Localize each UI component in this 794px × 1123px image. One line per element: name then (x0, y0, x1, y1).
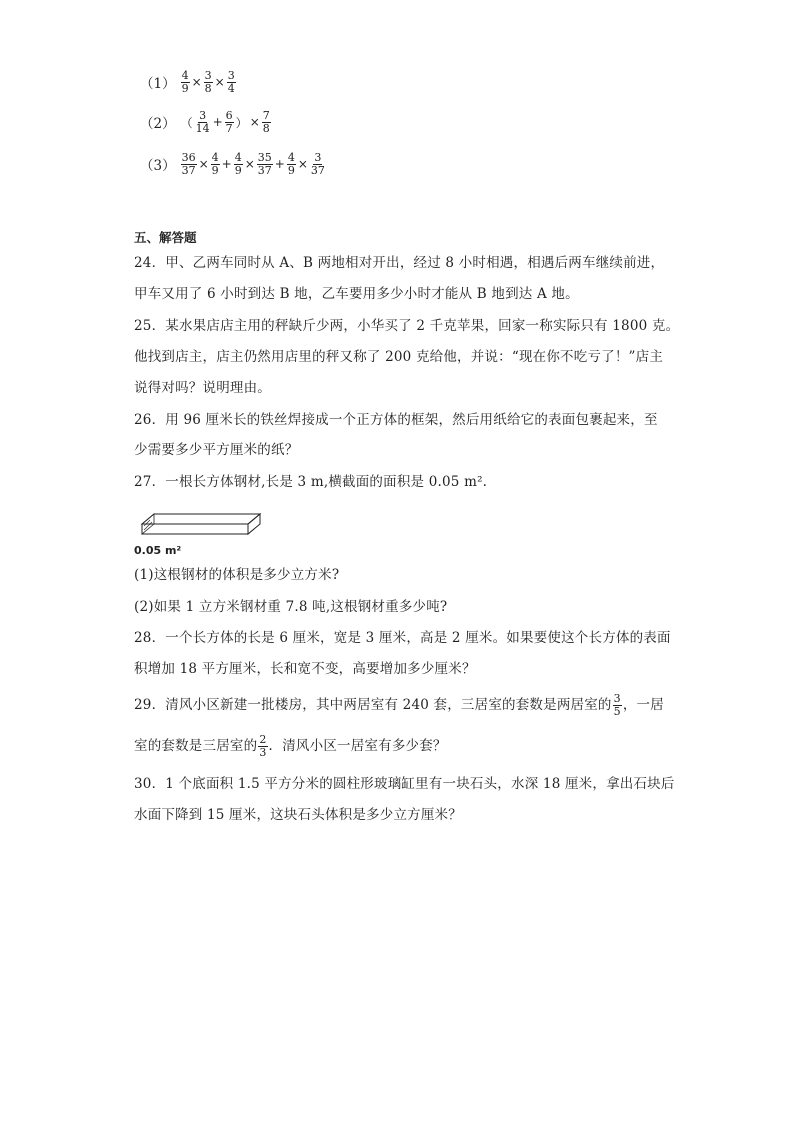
question-29-text-d: ．清风小区一居室有多少套？ (268, 738, 447, 754)
question-25-line-1: 25．某水果店店主用的秤缺斤少两，小华买了 2 千克苹果，回家一称实际只有 1800 克。 (134, 318, 680, 334)
question-27-sub-2: (2)如果 1 立方米钢材重 7.8 吨,这根钢材重多少吨? (134, 599, 448, 615)
fraction: $\frac{3}{4}$ (227, 68, 235, 95)
operator: × (297, 157, 308, 171)
fraction: $\frac{4}{9}$ (181, 68, 189, 95)
operator: + (212, 115, 223, 129)
question-27-line-1: 27．一根长方体钢材,长是 3 m,横截面的面积是 0.05 m². (134, 474, 488, 490)
fraction: $\frac{3}{37}$ (310, 150, 325, 177)
operator: + (221, 157, 232, 171)
section-title: 五、解答题 (134, 230, 197, 245)
operator: × (244, 157, 255, 171)
question-27-sub-1: (1)这根钢材的体积是多少立方米? (134, 567, 340, 583)
paren-right: ） (235, 115, 248, 130)
operator: × (249, 115, 260, 129)
question-28-line-1: 28．一个长方体的长是 6 厘米，宽是 3 厘米，高是 2 厘米。如果要使这个长方体的表面 (134, 630, 671, 646)
question-30-line-1: 30．1 个底面积 1.5 平方分米的圆柱形玻璃缸里有一块石头，水深 18 厘米，拿出石块后 (134, 776, 675, 792)
operator: × (214, 75, 225, 89)
fraction: $\frac{2}{3}$ (259, 733, 267, 759)
fraction: $\frac{4}{9}$ (287, 150, 295, 177)
question-29-line-1 (134, 690, 664, 720)
fraction: $\frac{4}{9}$ (211, 150, 219, 177)
problem-label: （1） (140, 76, 176, 92)
calc-problem-3 (140, 146, 327, 182)
fraction: $\frac{4}{9}$ (234, 150, 242, 177)
question-25-line-2: 他找到店主，店主仍然用店里的秤又称了 200 克给他，并说：“现在你不吃亏了！”店主 (134, 349, 664, 365)
question-29-text-c: 室的套数是三居室的 (134, 738, 258, 754)
fraction: $\frac{35}{37}$ (257, 150, 272, 177)
operator: × (198, 157, 209, 171)
problem-label: （3） (140, 158, 176, 174)
fraction: $\frac{6}{7}$ (225, 108, 233, 135)
question-24-line-1: 24．甲、乙两车同时从 A、B 两地相对开出，经过 8 小时相遇，相遇后两车继续前进， (134, 255, 665, 271)
fraction: $\frac{36}{37}$ (181, 150, 196, 177)
calc-problem-1 (140, 64, 237, 100)
problem-label: （2） (140, 116, 176, 132)
question-30-line-2: 水面下降到 15 厘米，这块石头体积是多少立方厘米？ (134, 807, 462, 823)
operator: + (274, 157, 285, 171)
paren-left: （ (180, 115, 193, 130)
question-25-line-3: 说得对吗？说明理由。 (134, 380, 271, 396)
question-29-line-2 (134, 731, 447, 761)
fraction: $\frac{7}{8}$ (262, 108, 270, 135)
question-29-text-b: ，一居 (622, 697, 664, 713)
fraction: $\frac{3}{8}$ (204, 68, 212, 95)
figure-label: 0.05 m² (134, 544, 182, 557)
question-26-line-2: 少需要多少平方厘米的纸？ (134, 442, 299, 458)
fraction: $\frac{3}{14}$ (195, 108, 210, 135)
calc-problem-2 (140, 104, 272, 140)
question-24-line-2: 甲车又用了 6 小时到达 B 地，乙车要用多少小时才能从 B 地到达 A 地。 (134, 286, 579, 302)
question-28-line-2: 积增加 18 平方厘米，长和宽不变，高要增加多少厘米？ (134, 661, 476, 677)
steel-bar-figure (136, 500, 266, 542)
operator: × (191, 75, 202, 89)
fraction: $\frac{3}{5}$ (613, 692, 621, 718)
question-26-line-1: 26．用 96 厘米长的铁丝焊接成一个正方体的框架，然后用纸给它的表面包裹起来，至 (134, 412, 658, 428)
question-29-text-a: 29．清风小区新建一批楼房，其中两居室有 240 套，三居室的套数是两居室的 (134, 697, 612, 713)
